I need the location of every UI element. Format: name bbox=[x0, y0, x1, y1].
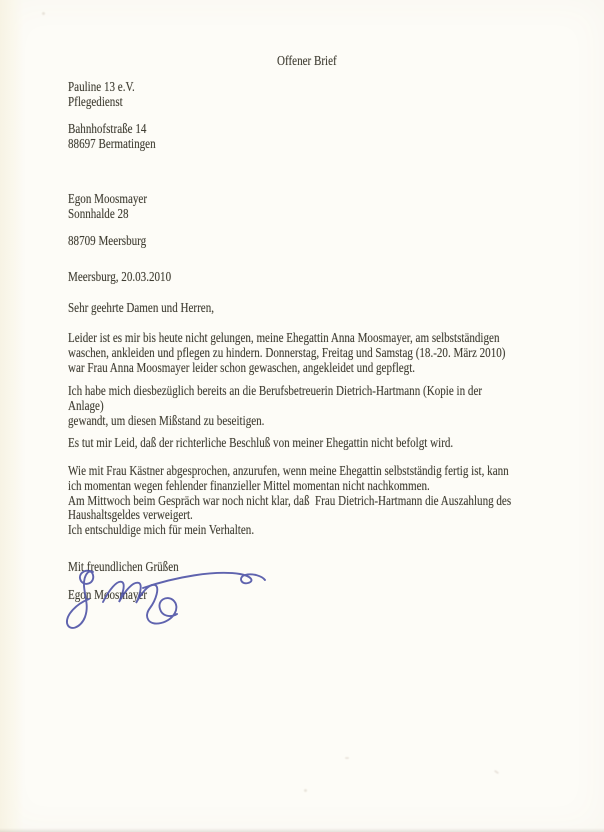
sender-address-block bbox=[68, 122, 156, 152]
recipient-name: Egon Moosmayer bbox=[68, 191, 148, 206]
scan-speck bbox=[494, 770, 499, 775]
salutation-text: Sehr geehrte Damen und Herren, bbox=[68, 300, 215, 315]
sender-department: Pflegedienst bbox=[68, 93, 123, 109]
dateline-text: Meersburg, 20.03.2010 bbox=[68, 269, 172, 284]
paragraph-line: Haushaltsgeldes verweigert. bbox=[68, 507, 193, 523]
closing-text: Mit freundlichen Grüßen bbox=[68, 559, 179, 574]
scan-left-edge-band bbox=[0, 0, 24, 832]
recipient-city: 88709 Meersburg bbox=[68, 233, 147, 248]
dateline bbox=[68, 270, 171, 285]
sender-name: Pauline 13 e.V. bbox=[68, 79, 135, 94]
paragraph-line: Wie mit Frau Kästner abgesprochen, anzurufen, wenn meine Ehegattin selbstständig fertig ist, kann bbox=[68, 463, 509, 478]
signature-name bbox=[68, 588, 147, 603]
signature-stroke bbox=[143, 573, 265, 588]
scan-speck bbox=[345, 757, 349, 759]
paragraph-1 bbox=[68, 331, 505, 375]
closing bbox=[68, 560, 179, 575]
paragraph-line: Anlage) bbox=[68, 397, 104, 413]
scan-speck bbox=[304, 789, 307, 792]
paragraph-3 bbox=[68, 436, 453, 451]
recipient-street: Sonnhalde 28 bbox=[68, 205, 129, 221]
paragraph-line: gewandt, um diesen Mißstand zu beseitigen. bbox=[68, 412, 265, 428]
scan-speck bbox=[42, 12, 45, 15]
paragraph-line: Leider ist es mir bis heute nicht gelungen, meine Ehegattin Anna Moosmayer, am selbstständigen bbox=[68, 330, 500, 345]
paragraph-line: war Frau Anna Moosmayer leider schon gewaschen, angekleidet und gepflegt. bbox=[68, 359, 416, 375]
paragraph-line: Ich habe mich diesbezüglich bereits an die Berufsbetreuerin Dietrich-Hartmann (Kopie in der bbox=[68, 383, 483, 398]
sender-street: Bahnhofstraße 14 bbox=[68, 121, 147, 136]
recipient-city-block bbox=[68, 234, 146, 249]
sender-block bbox=[68, 80, 135, 110]
sender-city: 88697 Bermatingen bbox=[68, 135, 156, 151]
paragraph-line: Es tut mir Leid, daß der richterliche Beschluß von meiner Ehegattin nicht befolgt wird. bbox=[68, 435, 454, 450]
salutation bbox=[68, 301, 214, 316]
paragraph-line: ich momentan wegen fehlender finanzieller Mittel momentan nicht nachkommen. bbox=[68, 477, 430, 493]
signature-name-text: Egon Moosmayer bbox=[68, 587, 148, 602]
recipient-block bbox=[68, 192, 147, 222]
paragraph-line: waschen, ankleiden und pflegen zu hindern. Donnerstag, Freitag und Samstag (18.-20. März 2010) bbox=[68, 344, 506, 360]
letter-title: Offener Brief bbox=[277, 53, 337, 68]
paragraph-line: Am Mittwoch beim Gespräch war noch nicht klar, daß Frau Dietrich-Hartmann die Auszahlung des bbox=[68, 492, 512, 508]
scan-bottom-edge-shade bbox=[0, 828, 604, 832]
paragraph-4 bbox=[68, 464, 511, 538]
paragraph-line: Ich entschuldige mich für mein Verhalten. bbox=[68, 522, 255, 538]
paragraph-2 bbox=[68, 384, 482, 428]
